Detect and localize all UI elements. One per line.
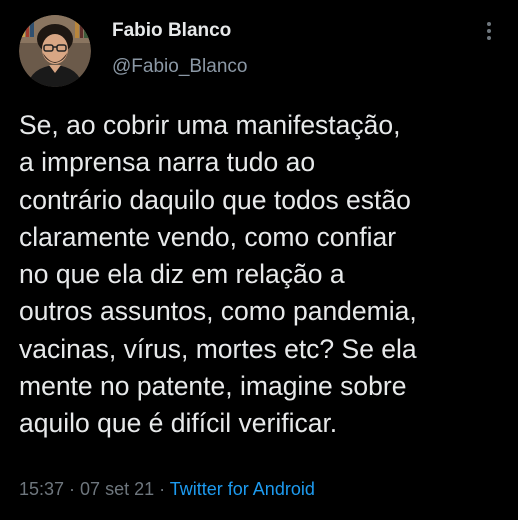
meta-separator: · <box>64 479 81 499</box>
author-handle[interactable]: @Fabio_Blanco <box>112 56 248 77</box>
tweet-source-link[interactable]: Twitter for Android <box>169 479 315 499</box>
author-display-name[interactable]: Fabio Blanco <box>112 20 232 41</box>
more-dot <box>487 22 491 26</box>
more-dot <box>487 36 491 40</box>
tweet-time[interactable]: 15:37 <box>19 479 65 499</box>
more-dot <box>487 29 491 33</box>
avatar[interactable] <box>19 15 91 87</box>
more-vertical-icon[interactable] <box>481 22 497 44</box>
tweet-date[interactable]: 07 set 21 <box>80 479 155 499</box>
tweet-text: Se, ao cobrir uma manifestação, a imprensa narra tudo ao contrário daquilo que todos estão claramente vendo, como confiar no que ela diz em relação a outros assuntos, como pandemia, vacinas, vírus, mortes etc? Se ela mente no patente, imagine sobre aquilo que é difícil verificar. <box>19 110 417 439</box>
meta-separator: · <box>154 479 170 499</box>
tweet-meta <box>19 479 315 500</box>
avatar-image <box>19 15 91 87</box>
